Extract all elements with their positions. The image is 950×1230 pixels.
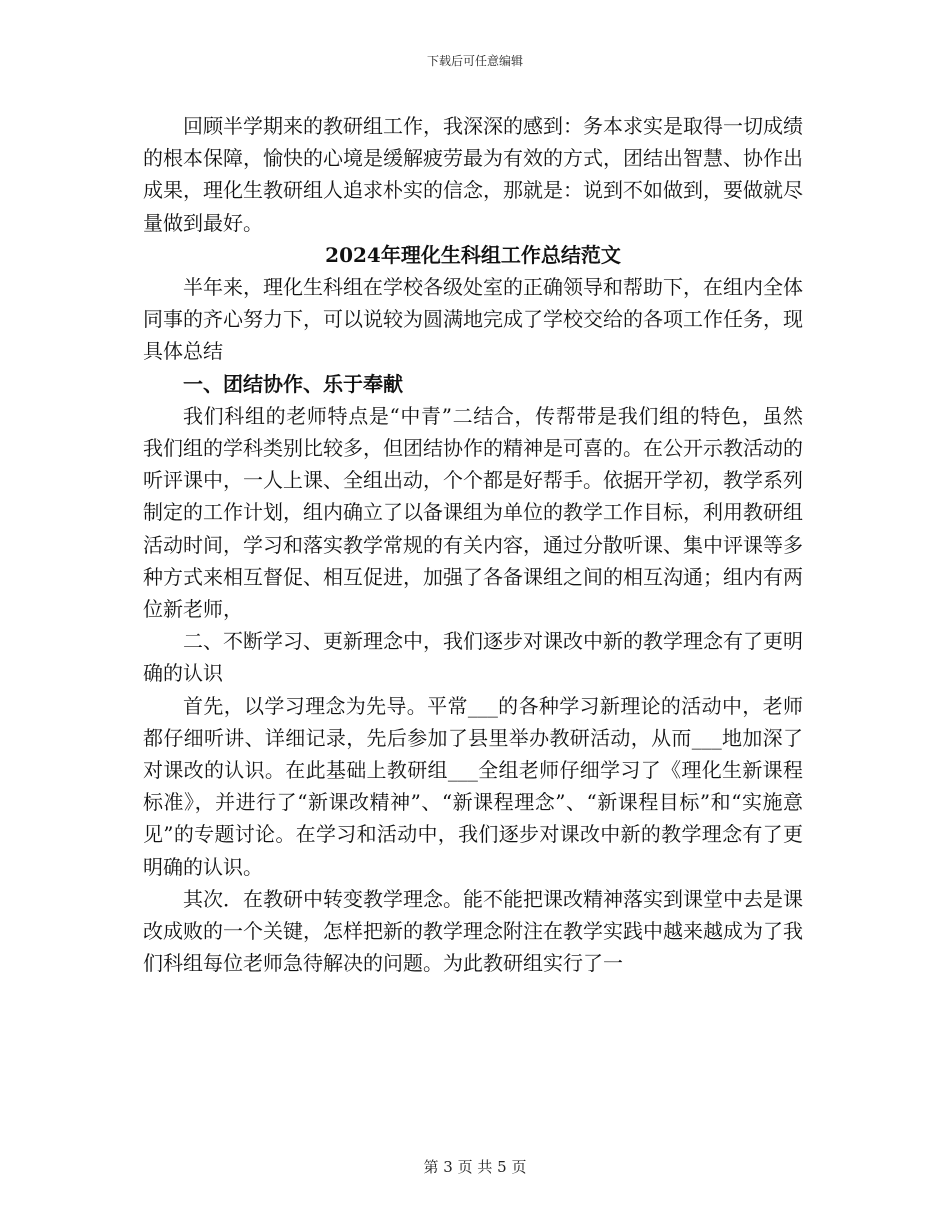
paragraph: 半年来，理化生科组在学校各级处室的正确领导和帮助下，在组内全体同事的齐心努力下，可以说较为圆满地完成了学校交给的各项工作任务，现具体总结 xyxy=(143,275,803,364)
paragraph: 首先，以学习理念为先导。平常___的各种学习新理论的活动中，老师都仔细听讲、详细记录，先后参加了县里举办教研活动，从而___地加深了对课改的认识。在此基础上教研组___全组老师仔细学习了《理化生新课程标准》，并进行了“新课改精神”、“新课程理念”、“新课程目标”和“实施意见”的专题讨论。在学习和活动中，我们逐步对课改中新的教学理念有了更明确的认识。 xyxy=(143,693,803,879)
intro-paragraph: 回顾半学期来的教研组工作，我深深的感到：务本求实是取得一切成绩的根本保障，愉快的心境是缓解疲劳最为有效的方式，团结出智慧、协作出成果，理化生教研组人追求朴实的信念，那就是：说到不如做到，要做就尽量做到最好。 xyxy=(143,114,803,235)
document-body xyxy=(143,110,803,979)
paragraph: 其次．在教研中转变教学理念。能不能把课改精神落实到课堂中去是课改成败的一个关键，怎样把新的教学理念附注在教学实践中越来越成为了我们科组每位老师急待解决的问题。为此教研组实行了一 xyxy=(143,886,803,976)
document-title: 2024年理化生科组工作总结范文 xyxy=(325,242,621,267)
paragraph: 二、不断学习、更新理念中，我们逐步对课改中新的教学理念有了更明确的认识 xyxy=(143,629,803,686)
page-header: 下载后可任意编辑 xyxy=(426,54,523,68)
page-number: 第 3 页 共 5 页 xyxy=(423,1158,527,1176)
section-heading: 一、团结协作、乐于奉献 xyxy=(183,371,403,396)
paragraph: 我们科组的老师特点是“中青”二结合，传帮带是我们组的特色，虽然我们组的学科类别比较多，但团结协作的精神是可喜的。在公开示教活动的听评课中，一人上课、全组出动，个个都是好帮手。依据开学初，教学系列制定的工作计划，组内确立了以备课组为单位的教学工作目标，利用教研组活动时间，学习和落实教学常规的有关内容，通过分散听课、集中评课等多种方式来相互督促、相互促进，加强了各备课组之间的相互沟通；组内有两位新老师， xyxy=(143,403,803,622)
